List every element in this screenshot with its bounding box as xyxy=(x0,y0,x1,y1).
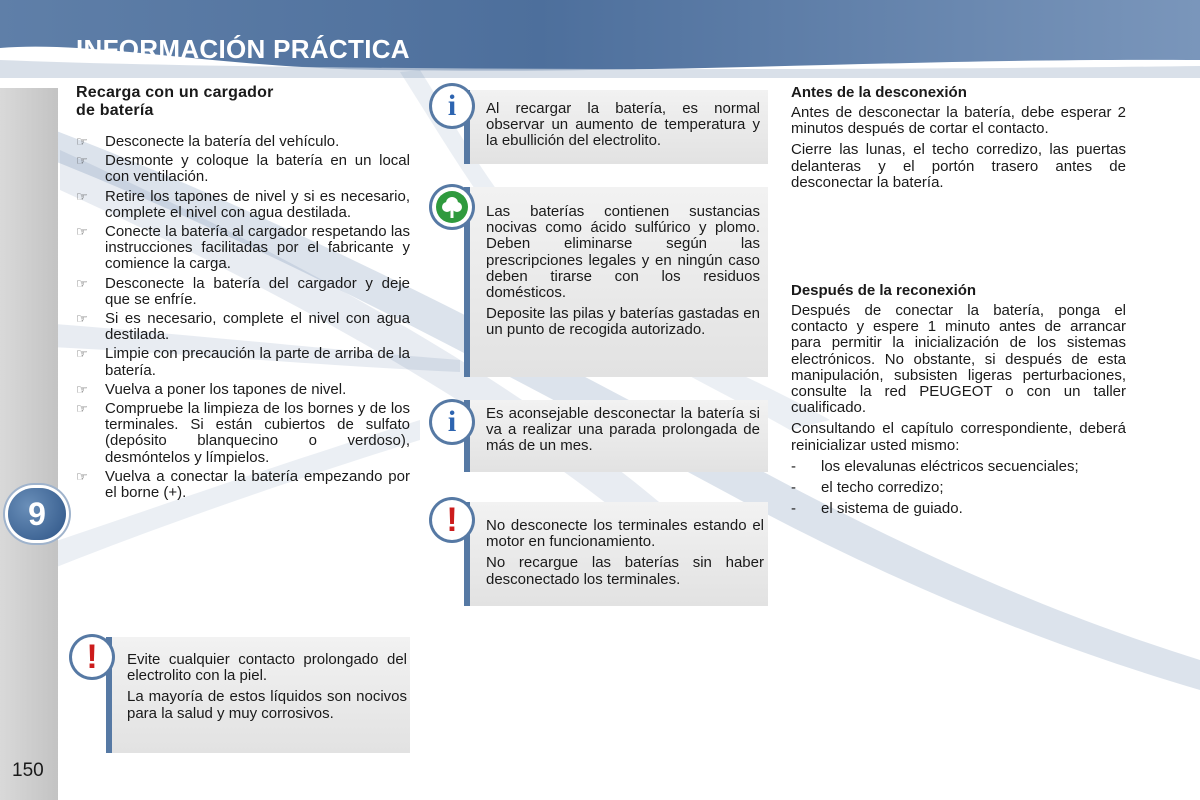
pointing-hand-icon: ☞ xyxy=(76,134,88,149)
pointing-hand-icon: ☞ xyxy=(76,188,88,204)
tree-shape xyxy=(441,195,463,219)
warning-note-electrolyte xyxy=(106,637,410,753)
note-text xyxy=(127,652,407,727)
pointing-hand-icon: ☞ xyxy=(76,224,88,240)
chapter-number: 9 xyxy=(28,495,46,532)
steps-list xyxy=(76,134,410,501)
list-item: - el techo corredizo; xyxy=(791,479,944,497)
list-item: ☞ Desconecte la batería del cargador y deje que se enfríe. xyxy=(76,274,410,308)
list-item: ☞ Conecte la batería al cargador respetando las instrucciones facilitadas por el fabricante y comience la carga. xyxy=(76,223,410,273)
list-item: - el sistema de guiado. xyxy=(791,500,963,518)
list-item: ☞ Compruebe la limpieza de los bornes y de los terminales. Si están cubiertos de sulfato (depósito blanquecino o verdoso), desmóntelos y límpielos. xyxy=(76,400,410,466)
pointing-hand-icon: ☞ xyxy=(76,275,88,291)
page-title: INFORMACIÓN PRÁCTICA xyxy=(76,34,410,64)
pointing-hand-icon: ☞ xyxy=(76,468,88,484)
list-item: ☞ Si es necesario, complete el nivel con agua destilada. xyxy=(76,310,410,344)
left-margin-strip xyxy=(0,88,58,800)
chapter-tab[interactable] xyxy=(8,488,66,540)
exclamation-icon: ! xyxy=(432,500,472,540)
tree-icon xyxy=(432,187,472,227)
list-item: - los elevalunas eléctricos secuenciales; xyxy=(791,457,1079,475)
left-column xyxy=(76,84,410,504)
list-item: ☞ Vuelva a conectar la batería empezando por el borne (+). xyxy=(76,467,410,502)
section-title xyxy=(76,84,410,120)
pointing-hand-icon: ☞ xyxy=(76,381,88,397)
info-note-parking xyxy=(464,400,768,472)
info-icon: i xyxy=(432,86,472,126)
pointing-hand-icon: ☞ xyxy=(76,401,88,417)
pointing-hand-icon: ☞ xyxy=(76,153,88,169)
list-item: ☞ Desconecte la batería del vehículo. xyxy=(76,133,340,150)
note-text: Al recargar la batería, es normal observar un aumento de temperatura y la ebullición del electrolito. xyxy=(486,100,760,150)
note-paragraph: Deposite las pilas y baterías gastadas en un punto de recogida autorizado. xyxy=(486,305,760,339)
after-reconnect-title: Después de la reconexión xyxy=(791,282,977,300)
note-paragraph: Las baterías contienen sustancias nocivas como ácido sulfúrico y plomo. Deben eliminarse según las prescripciones legales y en ningún caso deben tirarse con los residuos domésticos. xyxy=(486,203,760,302)
paragraph: Antes de desconectar la batería, debe esperar 2 minutos después de cortar el contacto. xyxy=(791,104,1126,138)
note-paragraph: Evite cualquier contacto prolongado del electrolito con la piel. xyxy=(127,651,407,685)
note-paragraph: No recargue las baterías sin haber desconectado los terminales. xyxy=(486,554,764,588)
note-text xyxy=(486,204,760,344)
reinit-list xyxy=(791,459,1126,518)
info-note-temperature xyxy=(464,90,768,164)
before-disconnect-title: Antes de la desconexión xyxy=(791,84,967,101)
page-number: 150 xyxy=(12,760,44,781)
section-title-line1: Recarga con un cargador xyxy=(76,84,274,101)
paragraph: Cierre las lunas, el techo corredizo, las puertas delanteras y el portón trasero antes de desconectar la batería. xyxy=(791,141,1126,191)
right-column xyxy=(791,84,1126,522)
paragraph: Después de conectar la batería, ponga el contacto y espere 1 minuto antes de arrancar para permitir la inicialización de los sistemas electrónicos. No obstante, si después de esta manipulación, subsisten ligeras perturbaciones, consulte la red PEUGEOT o con un taller cualificado. xyxy=(791,302,1126,417)
note-text: Es aconsejable desconectar la batería si va a realizar una parada prolongada de más de un mes. xyxy=(486,405,760,455)
paragraph: Consultando el capítulo correspondiente, deberá reinicializar usted mismo: xyxy=(791,420,1126,454)
pointing-hand-icon: ☞ xyxy=(76,311,88,327)
list-item: ☞ Limpie con precaución la parte de arriba de la batería. xyxy=(76,345,410,379)
list-item: ☞ Desmonte y coloque la batería en un local con ventilación. xyxy=(76,152,410,186)
section-title-line2: de batería xyxy=(76,102,154,119)
warning-note-terminals xyxy=(464,502,768,606)
note-paragraph: La mayoría de estos líquidos son nocivos para la salud y muy corrosivos. xyxy=(127,688,407,722)
note-paragraph: No desconecte los terminales estando el motor en funcionamiento. xyxy=(486,517,764,551)
list-item: ☞ Retire los tapones de nivel y si es necesario, complete el nivel con agua destilada. xyxy=(76,187,410,221)
eco-note-disposal xyxy=(464,187,768,377)
exclamation-icon: ! xyxy=(72,637,112,677)
pointing-hand-icon: ☞ xyxy=(76,346,88,362)
list-item: ☞ Vuelva a poner los tapones de nivel. xyxy=(76,380,347,398)
info-icon: i xyxy=(432,402,472,442)
note-text xyxy=(486,518,764,593)
